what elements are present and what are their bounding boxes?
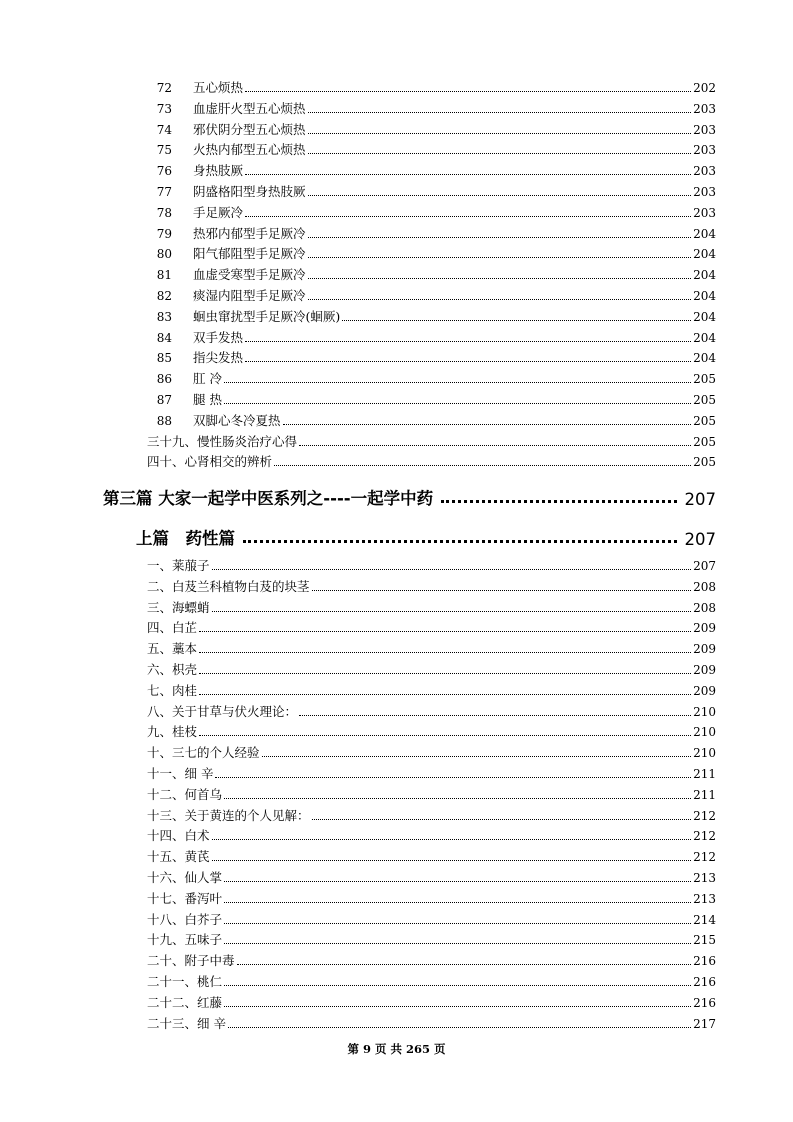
toc-entry[interactable] [0, 762, 793, 782]
toc-entry[interactable] [0, 845, 793, 865]
entry-number: 75 [156, 143, 172, 158]
dot-leader [224, 1006, 691, 1007]
entry-title: 六、枳壳 [147, 662, 198, 677]
toc-entry[interactable] [0, 118, 793, 138]
dot-leader [224, 985, 691, 986]
entry-page-number: 205 [693, 434, 716, 449]
entry-title: 身热肢厥 [193, 163, 244, 179]
entry-title: 二、白芨兰科植物白芨的块茎 [147, 578, 310, 594]
entry-page-number: 211 [693, 787, 716, 802]
toc-entry[interactable] [0, 450, 793, 470]
dot-leader [224, 403, 691, 404]
sub-heading-page-number: 207 [684, 530, 716, 549]
entry-page-number: 203 [693, 101, 716, 116]
toc-entry[interactable] [0, 866, 793, 886]
entry-number: 84 [156, 330, 172, 345]
part-heading[interactable] [103, 479, 716, 509]
toc-entry[interactable] [0, 409, 793, 429]
entry-number: 79 [156, 226, 172, 241]
entry-page-number: 213 [693, 891, 716, 906]
entry-page-number: 203 [693, 143, 716, 158]
entry-page-number: 202 [693, 81, 716, 95]
part-heading-title: 第三篇 大家一起学中医系列之----一起学中药 [103, 489, 434, 508]
toc-entry[interactable] [0, 201, 793, 221]
toc-entry[interactable] [0, 1012, 793, 1032]
entry-page-number: 214 [693, 912, 716, 927]
entry-title: 血虚受寒型手足厥冷 [193, 267, 306, 283]
toc-entry[interactable] [0, 908, 793, 928]
toc-entry[interactable] [0, 887, 793, 907]
toc-entry[interactable] [0, 326, 793, 346]
entry-title: 火热内郁型五心烦热 [193, 142, 306, 158]
dot-leader [212, 569, 692, 570]
sub-heading[interactable] [136, 519, 716, 549]
entry-title: 肛 冷 [193, 371, 222, 387]
entry-page-number: 203 [693, 205, 716, 220]
toc-entry[interactable] [0, 824, 793, 844]
dot-leader [224, 902, 691, 903]
entry-number: 76 [156, 164, 172, 179]
entry-title: 邪伏阴分型五心烦热 [193, 121, 306, 137]
toc-entry[interactable] [0, 679, 793, 699]
dot-leader [224, 943, 691, 944]
dot-leader [308, 237, 692, 238]
toc-entry[interactable] [0, 991, 793, 1011]
part-heading-page-number: 207 [684, 490, 716, 509]
toc-entry[interactable] [0, 222, 793, 242]
entry-page-number: 204 [693, 268, 716, 283]
entry-title: 十二、何首乌 [147, 786, 223, 802]
entry-page-number: 209 [693, 642, 716, 657]
entry-page-number: 204 [693, 309, 716, 324]
entry-number: 87 [156, 393, 172, 407]
toc-entry[interactable] [0, 367, 793, 387]
toc-entry[interactable] [0, 658, 793, 678]
toc-entry[interactable] [0, 700, 793, 720]
dot-leader [441, 500, 676, 503]
entry-title: 血虚肝火型五心烦热 [193, 100, 306, 116]
entry-number: 74 [156, 122, 172, 137]
toc-entry[interactable] [0, 180, 793, 200]
entry-title: 阴盛格阳型身热肢厥 [193, 184, 306, 199]
dot-leader [212, 860, 692, 861]
entry-title: 十一、细 辛 [147, 766, 214, 781]
entry-title: 二十二、红藤 [147, 994, 223, 1010]
toc-entry[interactable] [0, 430, 793, 450]
page-footer: 第 9 页 共 265 页 [347, 1042, 446, 1056]
entry-number: 78 [156, 205, 172, 220]
entry-title: 九、桂枝 [147, 724, 198, 740]
toc-entry[interactable] [0, 263, 793, 283]
entry-page-number: 205 [693, 455, 716, 470]
entry-page-number: 217 [693, 1016, 716, 1031]
entry-title: 腿 热 [193, 392, 222, 407]
entry-title: 二十一、桃仁 [147, 974, 223, 989]
entry-number: 73 [156, 101, 172, 116]
toc-entry[interactable] [0, 76, 793, 96]
toc-entry[interactable] [0, 741, 793, 761]
dot-leader [224, 881, 691, 882]
entry-number: 86 [156, 372, 172, 387]
entry-number: 85 [156, 351, 172, 366]
dot-leader [199, 694, 691, 695]
entry-title: 一、莱菔子 [147, 558, 210, 573]
entry-page-number: 209 [693, 683, 716, 698]
entry-page-number: 210 [693, 725, 716, 740]
toc-entry[interactable] [0, 97, 793, 117]
entry-page-number: 208 [693, 579, 716, 594]
toc-entry[interactable] [0, 575, 793, 595]
entry-title: 十、三七的个人经验 [147, 745, 260, 761]
sub-heading-title: 上篇 药性篇 [136, 529, 235, 548]
toc-entry[interactable] [0, 804, 793, 824]
entry-title: 手足厥冷 [193, 204, 244, 220]
dot-leader [299, 715, 691, 716]
entry-page-number: 212 [693, 850, 716, 865]
entry-title: 四、白芷 [147, 620, 198, 636]
entry-title: 二十、附子中毒 [147, 953, 235, 969]
entry-page-number: 204 [693, 289, 716, 303]
entry-page-number: 212 [693, 829, 716, 844]
toc-entry[interactable] [0, 720, 793, 740]
toc-entry[interactable] [0, 637, 793, 657]
entry-page-number: 208 [693, 600, 716, 615]
toc-entry[interactable] [0, 138, 793, 158]
dot-leader [283, 424, 692, 425]
dot-leader [228, 1027, 691, 1028]
entry-page-number: 204 [693, 247, 716, 262]
entry-page-number: 203 [693, 164, 716, 179]
toc-entry[interactable] [0, 928, 793, 948]
entry-number: 77 [156, 185, 172, 199]
toc-entry[interactable] [0, 305, 793, 325]
entry-number: 82 [156, 289, 172, 303]
entry-title: 八、关于甘草与伏火理论： [147, 703, 298, 719]
entry-title: 三十九、慢性肠炎治疗心得 [147, 433, 298, 449]
dot-leader [308, 153, 692, 154]
dot-leader [224, 382, 691, 383]
entry-page-number: 203 [693, 185, 716, 199]
dot-leader [215, 777, 691, 778]
dot-leader [308, 112, 692, 113]
entry-title: 指尖发热 [193, 350, 244, 366]
dot-leader [245, 174, 691, 175]
dot-leader [308, 278, 692, 279]
entry-number: 83 [156, 309, 172, 324]
entry-title: 七、肉桂 [147, 682, 198, 698]
entry-page-number: 209 [693, 621, 716, 636]
entry-title: 五心烦热 [193, 80, 244, 95]
entry-page-number: 213 [693, 871, 716, 885]
entry-title: 十四、白术 [147, 828, 210, 844]
entry-title: 双脚心冬冷夏热 [193, 412, 281, 428]
entry-title: 热邪内郁型手足厥冷 [193, 225, 306, 241]
dot-leader [299, 445, 691, 446]
dot-leader [262, 756, 692, 757]
entry-title: 蛔虫窜扰型手足厥冷(蛔厥) [193, 308, 341, 324]
entry-title: 痰湿内阻型手足厥冷 [193, 288, 306, 303]
entry-title: 十六、仙人掌 [147, 870, 223, 885]
toc-entry[interactable] [0, 346, 793, 366]
dot-leader [308, 195, 692, 196]
dot-leader [243, 540, 677, 543]
toc-entry[interactable] [0, 159, 793, 179]
dot-leader [245, 361, 691, 362]
dot-leader [199, 652, 691, 653]
dot-leader [212, 611, 692, 612]
entry-page-number: 211 [693, 767, 716, 781]
entry-title: 十七、番泻叶 [147, 890, 223, 906]
dot-leader [245, 216, 691, 217]
dot-leader [245, 91, 691, 92]
entry-title: 三、海螵蛸 [147, 599, 210, 615]
toc-entry[interactable] [0, 970, 793, 990]
entry-page-number: 204 [693, 330, 716, 345]
dot-leader [224, 798, 691, 799]
toc-entry[interactable] [0, 596, 793, 616]
entry-number: 81 [156, 268, 172, 283]
toc-entry[interactable] [0, 949, 793, 969]
entry-page-number: 203 [693, 122, 716, 137]
entry-page-number: 216 [693, 975, 716, 989]
dot-leader [312, 819, 692, 820]
dot-leader [224, 923, 691, 924]
dot-leader [308, 257, 692, 258]
entry-page-number: 216 [693, 995, 716, 1010]
toc-entry[interactable] [0, 242, 793, 262]
entry-page-number: 216 [693, 954, 716, 969]
entry-page-number: 210 [693, 704, 716, 719]
entry-number: 72 [156, 81, 172, 95]
dot-leader [312, 590, 692, 591]
dot-leader [274, 465, 691, 466]
dot-leader [342, 320, 691, 321]
dot-leader [199, 673, 691, 674]
toc-entry[interactable] [0, 388, 793, 408]
entry-page-number: 210 [693, 746, 716, 761]
entry-title: 二十三、细 辛 [147, 1015, 226, 1031]
entry-title: 十三、关于黄连的个人见解： [147, 807, 310, 823]
toc-entry[interactable] [0, 554, 793, 574]
entry-title: 十八、白芥子 [147, 911, 223, 927]
entry-title: 五、藁本 [147, 641, 198, 657]
dot-leader [212, 839, 692, 840]
entry-page-number: 209 [693, 663, 716, 677]
dot-leader [245, 341, 691, 342]
toc-entry[interactable] [0, 616, 793, 636]
dot-leader [199, 735, 691, 736]
dot-leader [308, 133, 692, 134]
dot-leader [237, 964, 692, 965]
entry-title: 双手发热 [193, 329, 244, 345]
entry-number: 80 [156, 247, 172, 262]
entry-title: 四十、心肾相交的辨析 [147, 454, 273, 470]
entry-title: 十五、黄芪 [147, 849, 210, 865]
entry-page-number: 205 [693, 372, 716, 387]
entry-page-number: 204 [693, 226, 716, 241]
dot-leader [308, 299, 692, 300]
entry-page-number: 205 [693, 413, 716, 428]
entry-page-number: 215 [693, 933, 716, 948]
entry-page-number: 212 [693, 808, 716, 823]
toc-entry[interactable] [0, 284, 793, 304]
entry-page-number: 204 [693, 351, 716, 366]
entry-page-number: 205 [693, 393, 716, 407]
toc-entry[interactable] [0, 783, 793, 803]
entry-title: 十九、五味子 [147, 932, 223, 948]
entry-page-number: 207 [693, 559, 716, 573]
entry-title: 阳气郁阻型手足厥冷 [193, 246, 306, 262]
entry-number: 88 [156, 413, 172, 428]
dot-leader [199, 631, 691, 632]
